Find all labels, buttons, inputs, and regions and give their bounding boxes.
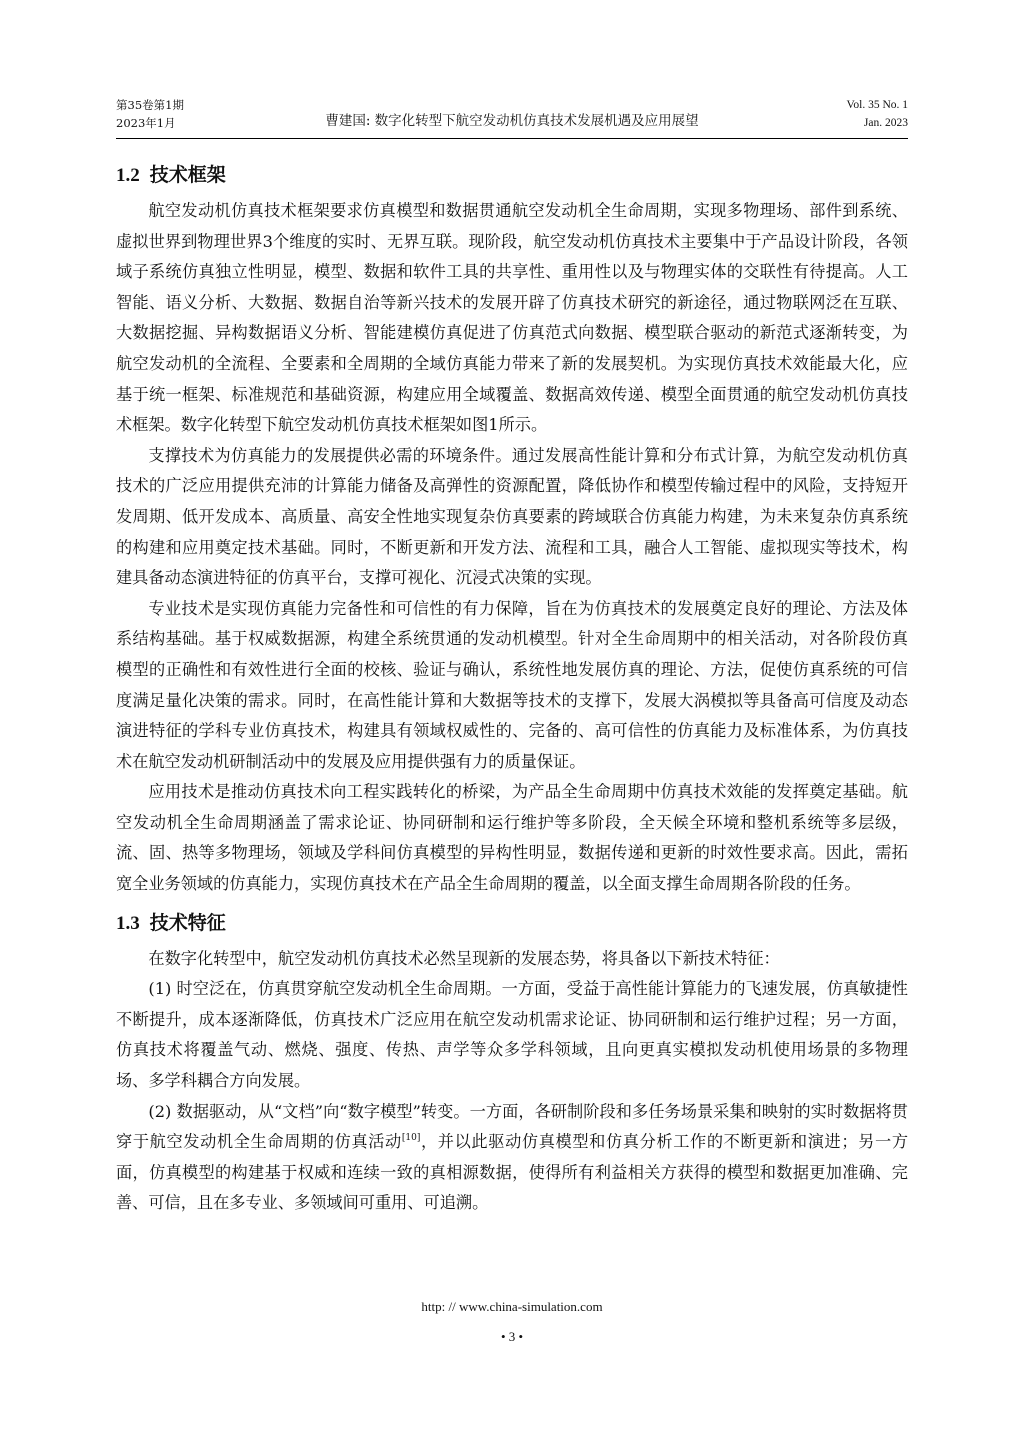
section-1-2-body bbox=[116, 196, 908, 900]
section-heading-1-3 bbox=[116, 906, 908, 940]
page-footer bbox=[116, 1292, 908, 1352]
article-body bbox=[116, 158, 908, 1219]
running-title: 曹建国: 数字化转型下航空发动机仿真技术发展机遇及应用展望 bbox=[325, 113, 699, 129]
paragraph-text: ，并以此驱动仿真模型和仿真分析工作的不断更新和演进；另一方面，仿真模型的构建基于权威和连续一致的真相源数据，使得所有利益相关方获得的模型和数据更加准确、完善、可信，且在多专业、多领域间可重用、可追溯。 bbox=[116, 1132, 909, 1213]
section-title: 技术特征 bbox=[149, 911, 226, 934]
section-number: 1.3 bbox=[116, 912, 140, 934]
journal-volume-en: Vol. 35 No. 1 bbox=[846, 99, 908, 111]
footer-url: http: // www.china-simulation.com bbox=[421, 1299, 603, 1314]
running-header bbox=[116, 96, 908, 136]
journal-volume-cn: 第35卷第1期 bbox=[116, 98, 184, 112]
paragraph-text: (2) 数据驱动，从“文档”向“数字模型”转变。一方面，各研制阶段和多任务场景采集和映射的实时数据将贯穿于航空发动机全生命周期的仿真活动 bbox=[116, 1101, 908, 1152]
paragraph bbox=[116, 1097, 908, 1219]
section-number: 1.2 bbox=[116, 165, 140, 186]
header-divider bbox=[116, 138, 908, 139]
section-heading-1-2 bbox=[116, 158, 908, 192]
page-number: • 3 • bbox=[500, 1329, 524, 1344]
citation-ref: [10] bbox=[401, 1133, 421, 1144]
paragraph: 专业技术是实现仿真能力完备性和可信性的有力保障，旨在为仿真技术的发展奠定良好的理论、方法及体系结构基础。基于权威数据源，构建全系统贯通的发动机模型。针对全生命周期中的相关活动，对各阶段仿真模型的正确性和有效性进行全面的校核、验证与确认，系统性地发展仿真的理论、方法，促使仿真系统的可信度满足量化决策的需求。同时，在高性能计算和大数据等技术的支撑下，发展大涡模拟等具备高可信度及动态演进特征的学科专业仿真技术，构建具有领域权威性的、完备的、高可信性的仿真能力及标准体系，为仿真技术在航空发动机研制活动中的发展及应用提供强有力的质量保证。 bbox=[116, 598, 908, 771]
journal-date-cn: 2023年1月 bbox=[116, 116, 176, 130]
journal-date-en: Jan. 2023 bbox=[863, 117, 908, 129]
paragraph: 在数字化转型中，航空发动机仿真技术必然呈现新的发展态势，将具备以下新技术特征： bbox=[148, 948, 780, 968]
paragraph: 支撑技术为仿真能力的发展提供必需的环境条件。通过发展高性能计算和分布式计算，为航空发动机仿真技术的广泛应用提供充沛的计算能力储备及高弹性的资源配置，降低协作和模型传输过程中的风险，支持短开发周期、低开发成本、高质量、高安全性地实现复杂仿真要素的跨域联合仿真能力构建，为未来复杂仿真系统的构建和应用奠定技术基础。同时，不断更新和开发方法、流程和工具，融合人工智能、虚拟现实等技术，构建具备动态演进特征的仿真平台，支撑可视化、沉浸式决策的实现。 bbox=[116, 445, 908, 588]
paragraph: 航空发动机仿真技术框架要求仿真模型和数据贯通航空发动机全生命周期，实现多物理场、部件到系统、虚拟世界到物理世界3个维度的实时、无界互联。现阶段，航空发动机仿真技术主要集中于产品设计阶段，各领域子系统仿真独立性明显，模型、数据和软件工具的共享性、重用性以及与物理实体的交联性有待提高。人工智能、语义分析、大数据、数据自治等新兴技术的发展开辟了仿真技术研究的新途径，通过物联网泛在互联、大数据挖掘、异构数据语义分析、智能建模仿真促进了仿真范式向数据、模型联合驱动的新范式逐渐转变，为航空发动机的全流程、全要素和全周期的全域仿真能力带来了新的发展契机。为实现仿真技术效能最大化，应基于统一框架、标准规范和基础资源，构建应用全域覆盖、数据高效传递、模型全面贯通的航空发动机仿真技术框架。数字化转型下航空发动机仿真技术框架如图1所示。 bbox=[116, 201, 908, 435]
paragraph: 应用技术是推动仿真技术向工程实践转化的桥梁，为产品全生命周期中仿真技术效能的发挥奠定基础。航空发动机全生命周期涵盖了需求论证、协同研制和运行维护等多阶段，全天候全环境和整机系统等多层级，流、固、热等多物理场，领域及学科间仿真模型的异构性明显，数据传递和更新的时效性要求高。因此，需拓宽全业务领域的仿真能力，实现仿真技术在产品全生命周期的覆盖，以全面支撑生命周期各阶段的任务。 bbox=[116, 782, 908, 894]
paragraph: (1) 时空泛在，仿真贯穿航空发动机全生命周期。一方面，受益于高性能计算能力的飞速发展，仿真敏捷性不断提升，成本逐渐降低，仿真技术广泛应用在航空发动机需求论证、协同研制和运行维护过程；另一方面，仿真技术将覆盖气动、燃烧、强度、传热、声学等众多学科领域，且向更真实模拟发动机使用场景的多物理场、多学科耦合方向发展。 bbox=[116, 979, 908, 1091]
section-title: 技术框架 bbox=[149, 164, 226, 186]
